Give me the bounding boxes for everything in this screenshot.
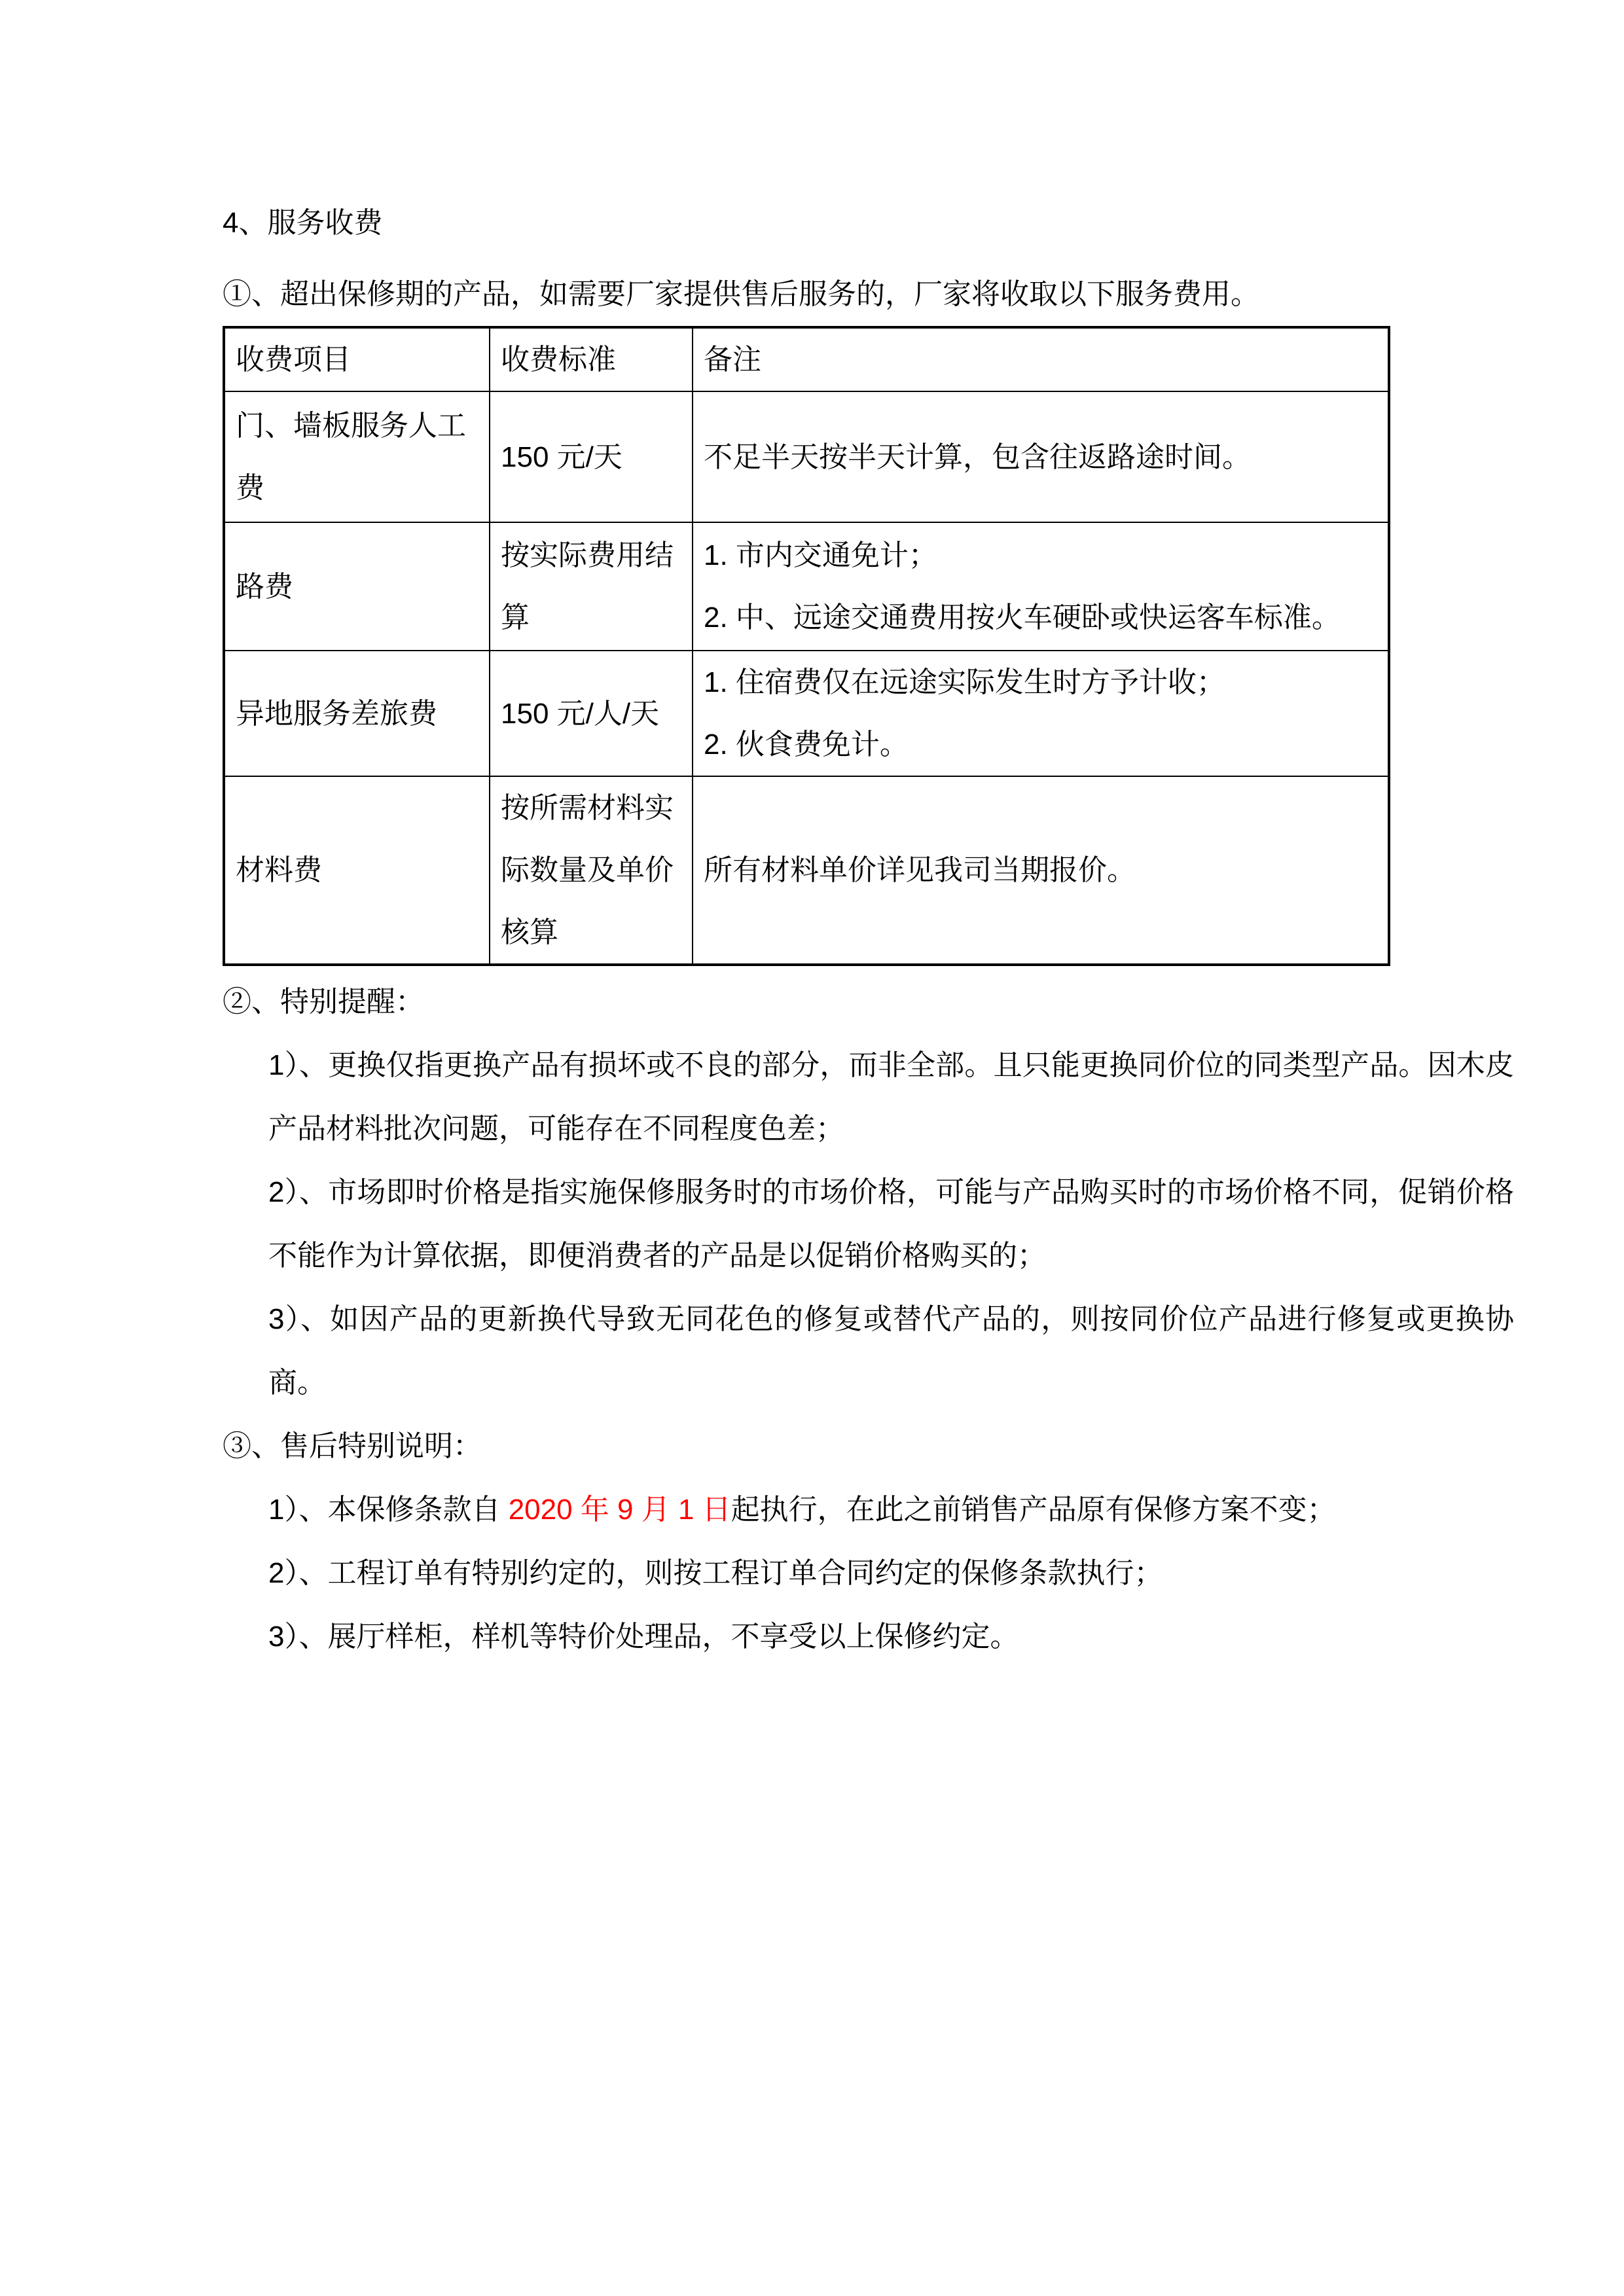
cell-item: 材料费: [224, 776, 490, 965]
reminder-item-3: 3）、如因产品的更新换代导致无同花色的修复或替代产品的，则按同价位产品进行修复或更换协商。: [268, 1303, 1514, 1399]
table-row: [224, 522, 1389, 651]
header-cell-item: 收费项目: [224, 327, 490, 391]
table-row: [224, 391, 1389, 522]
reminder-item-2: 2）、市场即时价格是指实施保修服务时的市场价格，可能与产品购买时的市场价格不同，促销价格不能作为计算依据，即便消费者的产品是以促销价格购买的；: [268, 1176, 1514, 1272]
cell-standard: 按实际费用结算: [490, 522, 693, 651]
reminder-item-1: 1）、更换仅指更换产品有损坏或不良的部分，而非全部。且只能更换同价位的同类型产品。因木皮产品材料批次问题，可能存在不同程度色差；: [268, 1049, 1514, 1145]
aftersale-item-3: 3）、展厅样柜，样机等特价处理品，不享受以上保修约定。: [268, 1621, 1019, 1653]
cell-standard: 按所需材料实际数量及单价核算: [490, 776, 693, 965]
aftersale-item-1: [223, 1478, 1514, 1541]
table-row: [224, 776, 1389, 965]
cell-notes: [693, 776, 1389, 965]
note-line: 1. 市内交通免计；: [704, 539, 937, 571]
aftersale-item-1-suffix: 起执行，在此之前销售产品原有保修方案不变；: [731, 1494, 1336, 1526]
cell-notes: [693, 391, 1389, 522]
aftersale-heading: ③、售后特别说明：: [223, 1430, 482, 1462]
effective-date: 2020 年 9 月 1 日: [508, 1494, 731, 1526]
aftersale-item-1-prefix: 1）、本保修条款自: [268, 1494, 509, 1526]
reminder-heading: ②、特别提醒：: [223, 986, 424, 1018]
cell-item: 异地服务差旅费: [224, 651, 490, 776]
aftersale-item-2: 2）、工程订单有特别约定的，则按工程订单合同约定的保修条款执行；: [268, 1557, 1163, 1589]
section-heading: 4、服务收费: [223, 207, 383, 239]
header-cell-notes: 备注: [693, 327, 1389, 391]
cell-notes: [693, 651, 1389, 776]
cell-standard: 150 元/天: [490, 391, 693, 522]
note-line: 不足半天按半天计算，包含往返路途时间。: [704, 440, 1251, 473]
cell-item: 路费: [224, 522, 490, 651]
note-line: 2. 中、远途交通费用按火车硬卧或快运客车标准。: [704, 601, 1341, 634]
note-line: 1. 住宿费仅在远途实际发生时方予计收；: [704, 666, 1225, 698]
intro-paragraph: ①、超出保修期的产品，如需要厂家提供售后服务的，厂家将收取以下服务费用。: [223, 278, 1259, 310]
fee-table: [223, 326, 1390, 966]
cell-item: 门、墙板服务人工费: [224, 391, 490, 522]
cell-standard: 150 元/人/天: [490, 651, 693, 776]
cell-notes: [693, 522, 1389, 651]
header-cell-standard: 收费标准: [490, 327, 693, 391]
table-header-row: [224, 327, 1389, 391]
note-line: 所有材料单价详见我司当期报价。: [704, 854, 1136, 886]
note-line: 2. 伙食费免计。: [704, 728, 909, 761]
table-row: [224, 651, 1389, 776]
